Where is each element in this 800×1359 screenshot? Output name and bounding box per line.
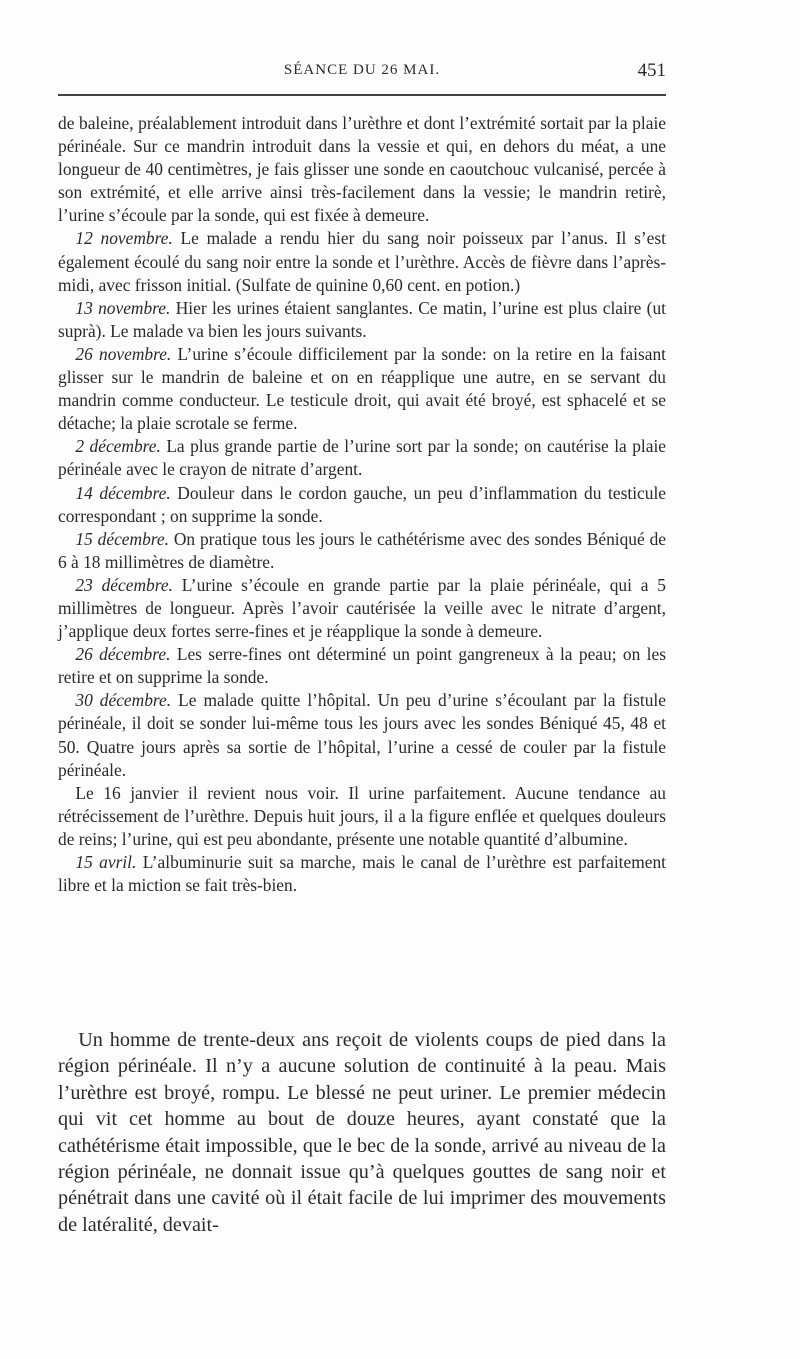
entry-date: 15 décembre. (75, 528, 169, 549)
entry-date: 26 novembre. (75, 343, 172, 364)
entry-date: 2 décembre. (75, 436, 161, 457)
page-header (58, 60, 666, 88)
entry-date: 23 décembre. (75, 574, 173, 595)
entry-date: 30 décembre. (75, 690, 172, 711)
entry-date: 26 décembre. (75, 644, 171, 665)
journal-entry (58, 528, 666, 574)
page-number: 451 (637, 60, 666, 81)
entry-text: On pratique tous les jours le cathétérisme avec des sondes Béniqué de 6 à 18 millimètres de diamètre. (58, 528, 666, 572)
entry-text: Le malade a rendu hier du sang noir poisseux par l’anus. Il s’est également écoulé du sang noir entre la sonde et l’urèthre. Accès de fièvre dans l’après-midi, avec frisson initial. (Sulfate de quinine 0,60 cent. en potion.) (58, 228, 666, 295)
paragraph-text: Un homme de trente-deux ans reçoit de violents coups de pied dans la région périnéale. Il n’y a aucune solution de continuité à la peau. Mais l’urèthre est broyé, rompu. Le blessé ne peut uriner. Le premier médecin qui vit cet homme au bout de douze heures, ayant constaté que la cathétérisme était impossible, que le bec de la sonde, arrivé au niveau de la région périnéale, ne donnait issue qu’à quelques gouttes de sang noir et pénétrait dans une cavité où il était facile de lui imprimer des mouvements de latéralité, devait- (58, 1029, 666, 1236)
entry-date: 12 novembre. (75, 228, 173, 249)
journal-entry (58, 343, 666, 435)
entry-date: 14 décembre. (75, 482, 171, 503)
entry-text: Le malade quitte l’hôpital. Un peu d’urine s’écoulant par la fistule périnéale, il doit se sonder lui-même tous les jours avec les sondes Béniqué 45, 48 et 50. Quatre jours après sa sortie de l’hôpital, l’urine a cessé de couler par la fistule périnéale. (58, 690, 666, 780)
journal-entry (58, 851, 666, 897)
journal-entry (58, 112, 666, 227)
entry-text: L’albuminurie suit sa marche, mais le canal de l’urèthre est parfaitement libre et la miction se fait très-bien. (58, 852, 666, 896)
header-rule (58, 94, 666, 96)
journal-entry (58, 782, 666, 851)
entry-date: 15 avril. (75, 852, 137, 872)
journal-entry (58, 643, 666, 689)
entry-text: La plus grande partie de l’urine sort par la sonde; on cautérise la plaie périnéale avec le crayon de nitrate d’argent. (58, 436, 666, 480)
entry-text: Hier les urines étaient sanglantes. Ce matin, l’urine est plus claire (ut suprà). Le malade va bien les jours suivants. (58, 297, 666, 341)
journal-entry (58, 574, 666, 643)
entry-text: L’urine s’écoule en grande partie par la plaie périnéale, qui a 5 millimètres de longueur. Après l’avoir cautérisée la veille avec le nitrate d’argent, j’applique deux fortes serre-fines et je réapplique la sonde à demeure. (58, 574, 666, 642)
journal-entry (58, 435, 666, 481)
journal-entry (58, 689, 666, 781)
entry-text: Les serre-fines ont déterminé un point gangreneux à la peau; on les retire et on supprime la sonde. (58, 644, 666, 688)
journal-entry (58, 297, 666, 343)
entry-text: Douleur dans le cordon gauche, un peu d’inflammation du testicule correspondant ; on supprime la sonde. (58, 482, 666, 526)
journal-entry (58, 482, 666, 528)
clinical-journal (58, 112, 666, 897)
entry-text: Le 16 janvier il revient nous voir. Il urine parfaitement. Aucune tendance au rétrécissement de l’urèthre. Depuis huit jours, il a la figure enflée et quelques douleurs de reins; l’urine, qui est peu abondante, présente une notable quantité d’albumine. (58, 782, 666, 849)
journal-entry (58, 227, 666, 296)
entry-text: L’urine s’écoule difficilement par la sonde: on la retire en la faisant glisser sur le mandrin de baleine et on en réapplique une autre, en se servant du mandrin comme conducteur. Le testicule droit, qui avait été broyé, est sphacelé et se détache; la plaie scrotale se ferme. (58, 343, 666, 434)
body-paragraph (58, 1027, 666, 1238)
running-title: SÉANCE DU 26 MAI. (283, 62, 441, 78)
entry-date: 13 novembre. (75, 297, 171, 318)
entry-text: de baleine, préalablement introduit dans l’urèthre et dont l’extrémité sortait par la plaie périnéale. Sur ce mandrin introduit dans la vessie et qui, en dehors du méat, a une longueur de 40 centimètres, je fais glisser une sonde en caoutchouc vulcanisé, percée à son extrémité, et elle arrive ainsi très-facilement dans la vessie; le mandrin retirè, l’urine s’écoule par la sonde, qui est fixée à demeure. (58, 113, 666, 226)
